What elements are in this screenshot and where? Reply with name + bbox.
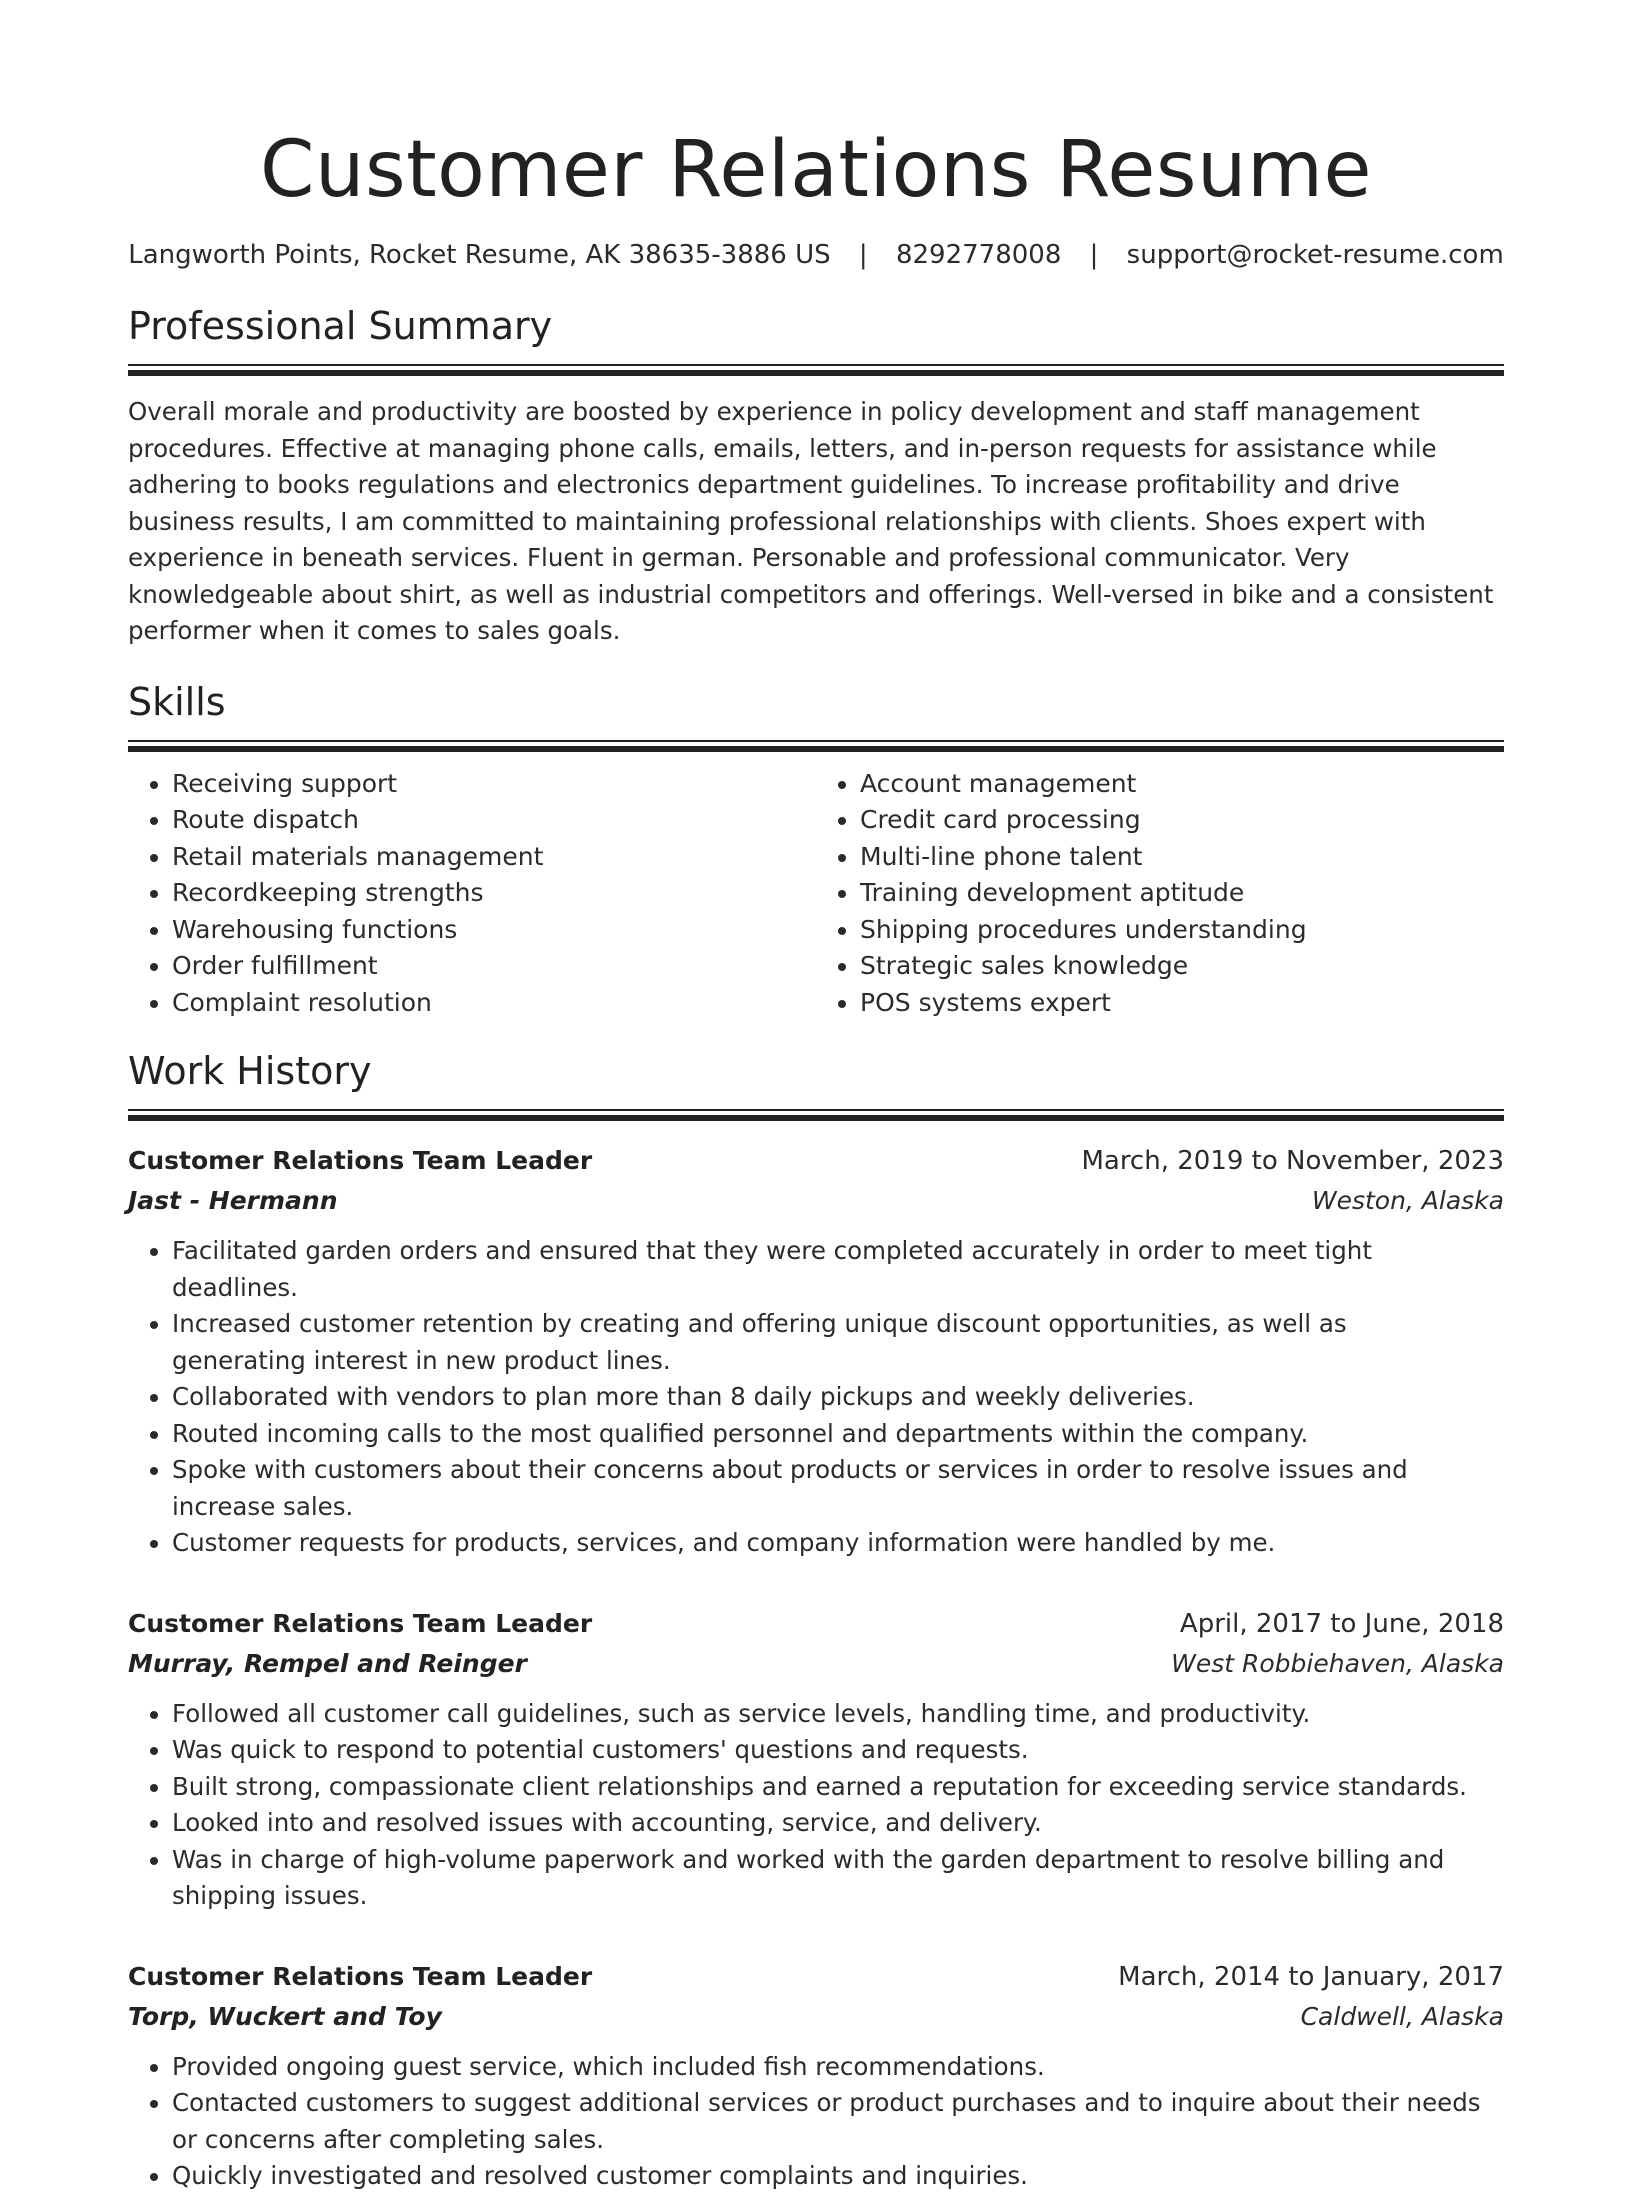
skill-item: • Complaint resolution (172, 985, 816, 1022)
job-bullet: • Was quick to respond to potential customers' questions and requests. (172, 1732, 1504, 1769)
job-header (128, 1604, 1504, 1644)
section-divider (128, 740, 1504, 752)
skill-item: • Order fulfillment (172, 948, 816, 985)
job-bullet: • Provided ongoing guest service, which included fish recommendations. (172, 2049, 1504, 2086)
job-header (128, 1141, 1504, 1181)
job-company: Murray, Rempel and Reinger (128, 1648, 527, 1678)
job-bullet: • Followed all customer call guidelines, such as service levels, handling time, and productivity. (172, 1696, 1504, 1733)
job-title: Customer Relations Team Leader (128, 1608, 593, 1638)
job-company: Torp, Wuckert and Toy (128, 2001, 442, 2031)
job-bullet: • Increased customer retention by creating and offering unique discount opportunities, as well as generating interest in new product lines. (172, 1306, 1504, 1379)
skill-item: • Shipping procedures understanding (860, 912, 1504, 949)
contact-address: Langworth Points, Rocket Resume, AK 38635-3886 US (128, 240, 831, 270)
contact-phone: 8292778008 (895, 240, 1062, 270)
professional-summary-section (128, 302, 1504, 650)
skill-item: • Receiving support (172, 766, 816, 803)
skill-item: • Training development aptitude (860, 875, 1504, 912)
job-bullet: • Collaborated with vendors to plan more than 8 daily pickups and weekly deliveries. (172, 1379, 1504, 1416)
job-bullet: • Customer requests for products, services, and company information were handled by me. (172, 1525, 1504, 1562)
job-bullet: • Facilitated garden orders and ensured that they were completed accurately in order to meet tight deadlines. (172, 1233, 1504, 1306)
resume-title: Customer Relations Resume (260, 125, 1372, 215)
job-bullet: • Spoke with customers about their concerns about products or services in order to resolve issues and increase sales. (172, 1452, 1504, 1525)
skills-section (128, 678, 1504, 1022)
job-subheader (128, 1181, 1504, 1221)
job-bullet: • Quickly investigated and resolved customer complaints and inquiries. (172, 2158, 1504, 2195)
skill-item: • Account management (860, 766, 1504, 803)
work-history-section (128, 1047, 1504, 2195)
job-location: Caldwell, Alaska (1300, 2001, 1504, 2031)
section-title-summary: Professional Summary (128, 304, 553, 348)
job-title: Customer Relations Team Leader (128, 1961, 593, 1991)
job-bullet: • Looked into and resolved issues with accounting, service, and delivery. (172, 1805, 1504, 1842)
job-location: West Robbiehaven, Alaska (1171, 1648, 1504, 1678)
job-location: Weston, Alaska (1311, 1186, 1504, 1215)
section-divider (128, 1109, 1504, 1121)
skill-item: • Route dispatch (172, 802, 816, 839)
skill-item: • POS systems expert (860, 985, 1504, 1022)
section-divider (128, 364, 1504, 376)
contact-separator: | (858, 240, 868, 270)
skill-item: • Credit card processing (860, 802, 1504, 839)
section-title-work: Work History (128, 1049, 372, 1093)
job-dates: April, 2017 to June, 2018 (1179, 1608, 1504, 1639)
skills-list-left (128, 766, 816, 1022)
contact-separator: | (1089, 240, 1099, 270)
job-bullet: • Was in charge of high-volume paperwork and worked with the garden department to resolve billing and shipping issues. (172, 1842, 1504, 1915)
job-bullet-list (128, 2049, 1504, 2195)
skill-item: • Warehousing functions (172, 912, 816, 949)
job-title: Customer Relations Team Leader (128, 1146, 593, 1175)
skill-item: • Strategic sales knowledge (860, 948, 1504, 985)
contact-email: support@rocket-resume.com (1126, 240, 1504, 270)
skill-item: • Recordkeeping strengths (172, 875, 816, 912)
contact-line (128, 238, 1504, 272)
job-bullet: • Built strong, compassionate client relationships and earned a reputation for exceeding service standards. (172, 1769, 1504, 1806)
job-dates: March, 2019 to November, 2023 (1081, 1146, 1504, 1176)
skill-item: • Multi-line phone talent (860, 839, 1504, 876)
job-company: Jast - Hermann (128, 1186, 338, 1215)
job-entry (128, 1604, 1504, 1915)
job-dates: March, 2014 to January, 2017 (1118, 1961, 1504, 1992)
job-bullet: • Routed incoming calls to the most qualified personnel and departments within the company. (172, 1416, 1504, 1453)
summary-text: Overall morale and productivity are boosted by experience in policy development and staff management procedures. Effective at managing phone calls, emails, letters, and in-person requests for assistance while adhering to books regulations and electronics department guidelines. To increase profitability and drive business results, I am committed to maintaining professional relationships with clients. Shoes expert with experience in beneath services. Fluent in german. Personable and professional communicator. Very knowledgeable about shirt, as well as industrial competitors and offerings. Well-versed in bike and a consistent performer when it comes to sales goals. (128, 397, 1494, 645)
job-subheader (128, 1644, 1504, 1684)
skills-grid (128, 766, 1504, 1022)
job-entry (128, 1141, 1504, 1562)
job-bullet: • Contacted customers to suggest additional services or product purchases and to inquire about their needs or concerns after completing sales. (172, 2085, 1504, 2158)
job-bullet-list (128, 1233, 1504, 1562)
job-bullet-list (128, 1696, 1504, 1915)
section-title-skills: Skills (128, 679, 226, 724)
job-header (128, 1957, 1504, 1997)
job-subheader (128, 1997, 1504, 2037)
skill-item: • Retail materials management (172, 839, 816, 876)
skills-list-right (816, 766, 1504, 1022)
job-entry (128, 1957, 1504, 2195)
